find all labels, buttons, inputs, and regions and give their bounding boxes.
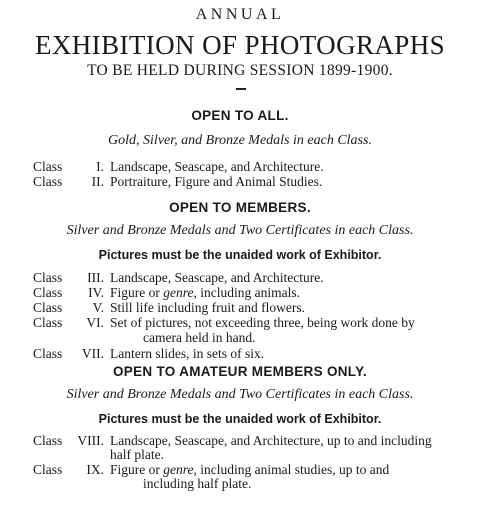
class-text: Landscape, Seascape, and Architecture.: [110, 270, 324, 285]
class-number: IV.: [88, 285, 104, 300]
class-word: Class: [33, 462, 63, 477]
class-text: [110, 462, 389, 477]
section-heading-open-to-members: OPEN TO MEMBERS.: [169, 200, 311, 215]
class-number: IX.: [86, 462, 104, 477]
header-annual: ANNUAL: [195, 6, 285, 23]
class-word: Class: [33, 270, 63, 285]
section-heading-open-to-amateur: OPEN TO AMATEUR MEMBERS ONLY.: [113, 364, 367, 379]
class-text-part: , including animals.: [193, 285, 300, 300]
class-text-continuation: camera held in hand.: [143, 330, 256, 345]
class-word: Class: [33, 300, 63, 315]
class-text-continuation: including half plate.: [143, 476, 252, 491]
class-number: V.: [92, 300, 104, 315]
class-text-part: , including animal studies, up to and: [193, 462, 390, 477]
header-divider: [236, 88, 246, 90]
class-number: VI.: [86, 315, 104, 330]
class-text-emphasis: genre: [163, 285, 194, 300]
class-text-part: Figure or: [110, 285, 164, 300]
section-heading-open-to-all: OPEN TO ALL.: [191, 108, 289, 123]
class-word: Class: [33, 433, 63, 448]
note-open-to-amateur: Pictures must be the unaided work of Exhibitor.: [98, 412, 382, 426]
class-number: I.: [96, 159, 104, 174]
header-session: TO BE HELD DURING SESSION 1899-1900.: [87, 62, 393, 79]
class-number: III.: [87, 270, 104, 285]
class-word: Class: [33, 315, 63, 330]
class-text-emphasis: genre: [163, 462, 194, 477]
class-text: [110, 285, 300, 300]
prizes-open-to-members: Silver and Bronze Medals and Two Certificates in each Class.: [66, 223, 414, 238]
class-text: Portraiture, Figure and Animal Studies.: [110, 174, 323, 189]
class-text: Set of pictures, not exceeding three, being work done by: [110, 315, 415, 330]
header-title: EXHIBITION OF PHOTOGRAPHS: [34, 30, 446, 60]
class-word: Class: [33, 346, 63, 361]
class-number: VII.: [81, 346, 104, 361]
note-open-to-members: Pictures must be the unaided work of Exhibitor.: [98, 248, 382, 262]
class-text-continuation: half plate.: [110, 447, 164, 462]
class-word: Class: [33, 285, 63, 300]
class-text: Landscape, Seascape, and Architecture.: [110, 159, 324, 174]
prizes-open-to-all: Gold, Silver, and Bronze Medals in each Class.: [108, 133, 372, 148]
class-text: Landscape, Seascape, and Architecture, up to and including: [110, 433, 432, 448]
class-text-part: Figure or: [110, 462, 164, 477]
class-text: Lantern slides, in sets of six.: [110, 346, 265, 361]
class-number: II.: [91, 174, 104, 189]
class-text: Still life including fruit and flowers.: [110, 300, 305, 315]
class-word: Class: [33, 159, 63, 174]
prizes-open-to-amateur: Silver and Bronze Medals and Two Certificates in each Class.: [66, 387, 414, 402]
class-number: VIII.: [77, 433, 104, 448]
class-word: Class: [33, 174, 63, 189]
